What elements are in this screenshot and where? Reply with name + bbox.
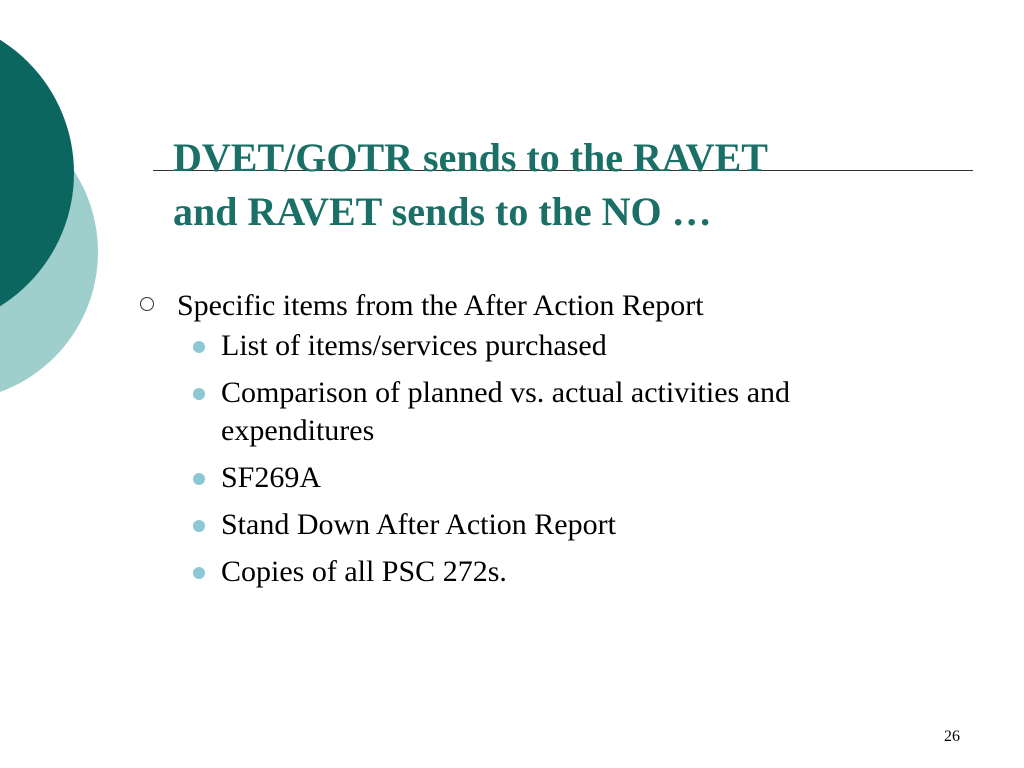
sub-bullet-text: List of items/services purchased — [221, 329, 607, 362]
main-bullet — [140, 285, 940, 327]
sub-bullet-list — [140, 327, 940, 591]
slide-title-line-2: and RAVET sends to the NO … — [173, 189, 712, 234]
sub-bullet-item — [140, 327, 940, 365]
sub-bullet-item — [140, 553, 940, 591]
hollow-circle-bullet-icon — [140, 297, 154, 311]
dot-bullet-icon — [193, 473, 205, 485]
sub-bullet-text: Copies of all PSC 272s. — [221, 555, 507, 588]
sub-bullet-text: Stand Down After Action Report — [221, 508, 616, 541]
page-number: 26 — [944, 728, 960, 745]
dot-bullet-icon — [193, 567, 205, 579]
sub-bullet-item — [140, 374, 940, 450]
sub-bullet-text: SF269A — [221, 461, 322, 494]
sub-bullet-item — [140, 506, 940, 544]
dot-bullet-icon — [193, 520, 205, 532]
slide-title-line-1: DVET/GOTR sends to the RAVET — [173, 135, 768, 180]
sub-bullet-item — [140, 459, 940, 497]
dot-bullet-icon — [193, 388, 205, 400]
slide-content — [140, 285, 940, 600]
main-bullet-text: Specific items from the After Action Report — [177, 289, 704, 322]
dot-bullet-icon — [193, 341, 205, 353]
sub-bullet-text: Comparison of planned vs. actual activities and expenditures — [221, 376, 791, 447]
slide-title — [173, 131, 953, 239]
